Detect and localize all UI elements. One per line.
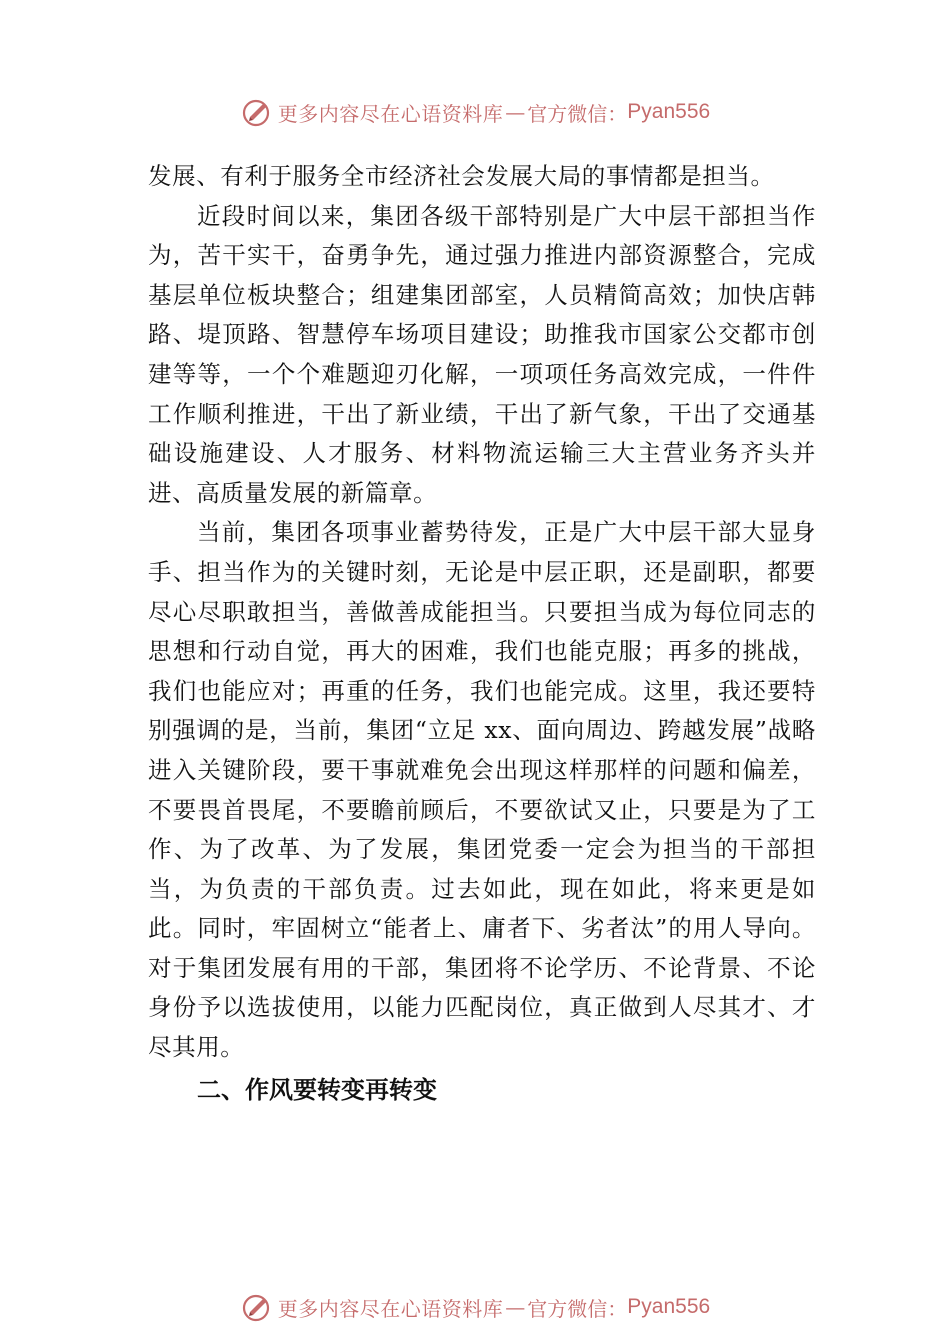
footer-watermark bbox=[0, 1290, 950, 1324]
header-watermark bbox=[0, 95, 950, 129]
watermark-wechat-id: Pyan556 bbox=[627, 100, 711, 123]
pen-logo-icon bbox=[240, 95, 274, 129]
paragraph-continuation: 发展、有利于服务全市经济社会发展大局的事情都是担当。 bbox=[148, 162, 775, 190]
paragraph-responsibility: 当前，集团各项事业蓄势待发，正是广大中层干部大显身手、担当作为的关键时刻，无论是中层正职，还是副职，都要尽心尽职敢担当，善做善成能担当。只要担当成为每位同志的思想和行动自觉，再大的困难，我们也能克服；再多的挑战，我们也能应对；再重的任务，我们也能完成。这里，我还要特别强调的是，当前，集团“立足 xx、面向周边、跨越发展”战略进入关键阶段，要干事就难免会出现这样那样的问题和偏差，不要畏首畏尾，不要瞻前顾后，不要欲试又止，只要是为了工作、为了改革、为了发展，集团党委一定会为担当的干部担当，为负责的干部负责。过去如此，现在如此，将来更是如此。同时，牢固树立“能者上、庸者下、劣者汰”的用人导向。对于集团发展有用的干部，集团将不论学历、不论背景、不论身份予以选拔使用，以能力匹配岗位，真正做到人尽其才、才尽其用。 bbox=[148, 518, 816, 1062]
watermark-text: 更多内容尽在心语资料库 bbox=[277, 101, 504, 126]
pen-logo-icon bbox=[240, 1290, 274, 1324]
watermark-label: 官方微信： bbox=[527, 1296, 628, 1321]
section-heading: 二、作风要转变再转变 bbox=[197, 1075, 437, 1104]
watermark-label: 官方微信： bbox=[527, 101, 628, 126]
watermark-wechat-id: Pyan556 bbox=[627, 1295, 711, 1318]
document-body bbox=[148, 157, 816, 1110]
watermark-separator: — bbox=[505, 1295, 526, 1319]
paragraph-achievements: 近段时间以来，集团各级干部特别是广大中层干部担当作为，苦干实干，奋勇争先，通过强力推进内部资源整合，完成基层单位板块整合；组建集团部室，人员精简高效；加快店韩路、堤顶路、智慧停车场项目建设；助推我市国家公交都市创建等等，一个个难题迎刃化解，一项项任务高效完成，一件件工作顺利推进，干出了新业绩，干出了新气象，干出了交通基础设施建设、人才服务、材料物流运输三大主营业务齐头并进、高质量发展的新篇章。 bbox=[148, 201, 816, 507]
watermark-separator: — bbox=[505, 100, 526, 124]
watermark-text: 更多内容尽在心语资料库 bbox=[277, 1296, 504, 1321]
